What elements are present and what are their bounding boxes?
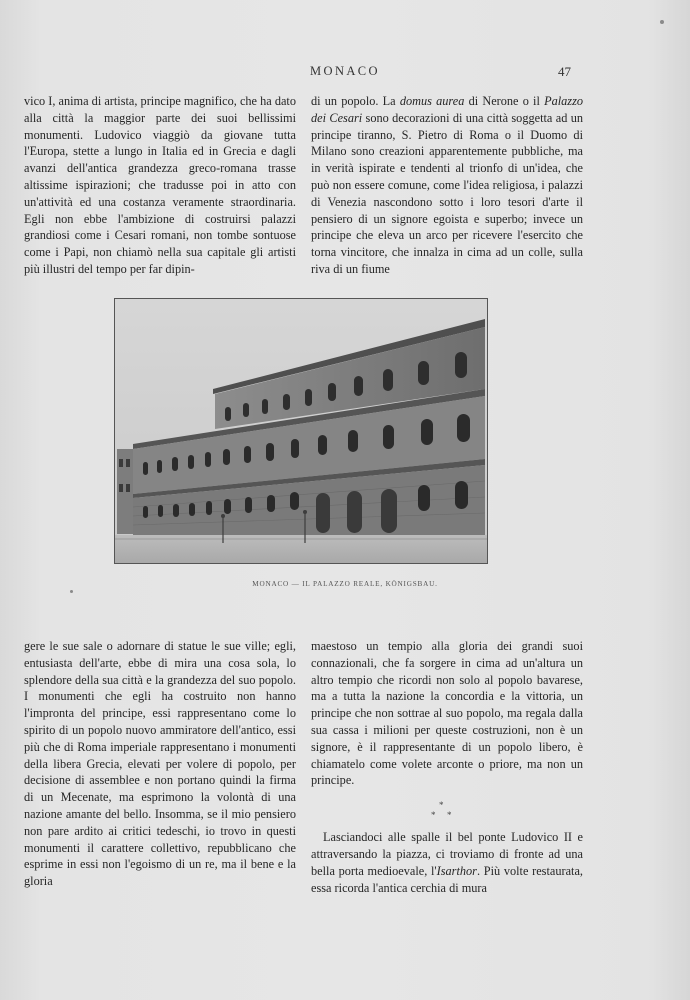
palace-illustration — [115, 299, 487, 563]
paragraph — [311, 829, 583, 896]
page-number: 47 — [558, 64, 571, 79]
paper-speck — [660, 20, 664, 24]
italic-term: Palazzo dei Cesari — [311, 94, 584, 125]
asterisk: * — [431, 810, 436, 821]
paragraph — [311, 93, 583, 278]
text-column-right-bottom — [311, 638, 583, 896]
text-run: sono decorazioni di una città soggetta ad un principe tiranno, S. Pietro di Roma o il Duomo di Milano sono creazioni apparentemente pubbliche, ma in verità ispirate e tendenti al trionfo di un'idea, che può non essere comune, come l'idea religiosa, i palazzi di Venezia nascondono sotto i loro tesori d'arte il pensiero di un signore egoista e superbo; invece un principe che eleva un arco per ricevere l'esercito che torna vincitore, che innalza in cima ad un colle, sulla riva di un fiume — [311, 110, 583, 276]
asterism-ornament — [311, 793, 583, 829]
paragraph: vico I, anima di artista, principe magnifico, che ha dato alla città la maggior parte dei suoi bellissimi monumenti. Ludovico viaggiò da giovane tutta l'Europa, stette a lungo in Italia ed in Grecia e dagli avanzi dell'antica grandezza greco-romana trasse altissime ispirazioni; che tradusse poi in atto con un'attività ed una costanza veramente straordinaria. Egli non ebbe l'ambizione di costruirsi palazzi grandiosi come i Cesari romani, non tombe sontuose come i Papi, non chiamò nella sua capitale gli artisti più illustri del tempo per far dipin- — [24, 94, 296, 276]
text-column-right-top — [311, 93, 583, 278]
paragraph: maestoso un tempio alla gloria dei grandi suoi connazionali, che fa sorgere in cima ad un'altura un altro tempio che ricordi non solo al popolo bavarese, ma a tutta la nazione la concordia e la vittoria, un principe che non sottrae al suo popolo, ma regala dalla sua cassa i milioni per queste costruzioni, non è un signore, è il rappresentante di un popolo libero, è chiamatelo come volete arconte o priore, ma non un principe. — [311, 639, 583, 788]
text-column-left-top — [24, 93, 296, 278]
asterisk: * — [439, 800, 444, 811]
text-run: di Nerone o il — [464, 94, 545, 108]
asterisk: * — [447, 810, 452, 821]
paper-speck — [70, 590, 73, 593]
figure-caption: MONACO — IL PALAZZO REALE, KÖNIGSBAU. — [252, 580, 438, 588]
italic-term: domus aurea — [399, 94, 465, 108]
running-title: MONACO — [310, 64, 380, 78]
paragraph: gere le sue sale o adornare di statue le sue ville; egli, entusiasta dell'arte, ebbe di mira una cosa sola, lo splendore della sua città e la grandezza del suo popolo. I monumenti che egli ha costruito non hanno l'impronta del principe, essi rappresentano come lo spirito di un popolo nuovo ammiratore dell'antico, essi più che di Roma imperiale rappresentano i monumenti della libera Grecia, elevati per volere di popolo, per decisione di assemblee e non portano quindi la firma di un Mecenate, ma esprimono la volontà di una nazione amante del bello. Insomma, se il mio pensiero non pare ardito ai critici tedeschi, io trovo in questi monumenti il carattere collettivo, repubblicano che esprime in essi non l'egoismo di un re, ma il bene e la gloria — [24, 639, 296, 889]
photograph-palazzo-reale — [114, 298, 488, 564]
text-run: di un popolo. La — [311, 94, 400, 108]
text-column-left-bottom — [24, 638, 296, 890]
text-run: Lasciandoci alle spalle il bel ponte Ludovico II e attraversando la piazza, ci troviamo di fronte ad una bella porta medioevale, l' — [311, 830, 583, 878]
text-run: . Più volte restaurata, essa ricorda l'antica cerchia di mura — [311, 863, 583, 895]
italic-term: Isarthor — [436, 863, 477, 878]
